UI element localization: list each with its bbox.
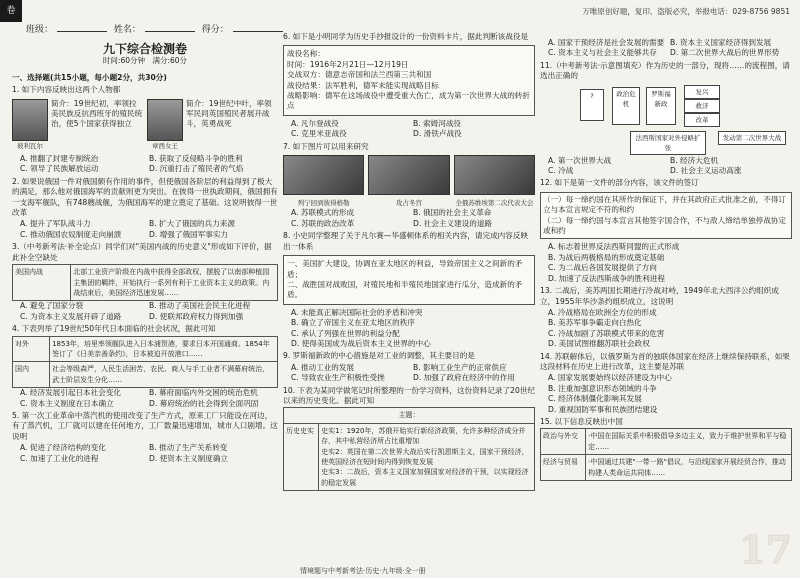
option[interactable]: B. 经济大危机 xyxy=(670,155,719,165)
option[interactable]: B. 获取了反侵略斗争的胜利 xyxy=(149,154,243,164)
exam-title: 九下综合检测卷 xyxy=(102,42,187,56)
diagram-node: 发动第二次世界大战 xyxy=(718,131,786,145)
portrait-text: 简介：19世纪初，率领拉美民族反抗西班牙的殖民统治，使5个国家获得独立 xyxy=(51,98,143,129)
option[interactable]: A. 未能真正解决国际社会的矛盾和冲突 xyxy=(291,307,423,317)
option[interactable]: C. 领导了民族解放运动 xyxy=(20,164,99,174)
question-7: 7. 如下图片可以用来研究 xyxy=(283,141,369,151)
q4-row-head: 国内 xyxy=(13,362,50,388)
question-5: 5. 第一次工业革命中蒸汽机的使用改变了生产方式，原来工厂只能设在河边，有了蒸汽机，工厂就可以建在任何地方，工厂数量迅速增加，城市人口剧增。这说明 xyxy=(12,410,278,441)
question-8: 8. 小史同学整理了关于凡尔赛—华盛顿体系的相关内容，请完成内容反映出一体系 xyxy=(283,231,529,251)
option[interactable]: B. 幕府面临内外交困的统治危机 xyxy=(149,388,258,398)
option[interactable]: D. 重视国防军事和民族团结建设 xyxy=(548,404,658,414)
q4-row-head: 对外 xyxy=(13,336,50,362)
options-q2 xyxy=(20,219,278,240)
option[interactable]: D. 幕府统治的社会得到全面巩固 xyxy=(149,398,259,408)
question-15: 15. 以下信息反映出中国 xyxy=(540,416,623,426)
option[interactable]: B. 美苏军事争霸走向白热化 xyxy=(548,318,642,328)
option[interactable]: C. 冷战 xyxy=(548,166,574,176)
options-q6 xyxy=(291,119,535,140)
q10-topic: 主题： xyxy=(284,408,535,423)
portrait-card-2 xyxy=(147,99,278,151)
diagram-node: 罗斯福新政 xyxy=(646,87,676,125)
options-q3 xyxy=(20,301,278,322)
option[interactable]: C. 经济体制僵化影响其发展 xyxy=(548,394,642,404)
option[interactable]: A. 促进了经济结构的变化 xyxy=(20,443,106,453)
option[interactable]: D. 社会主义运动高涨 xyxy=(670,166,742,176)
option[interactable]: C. 冷战加剧了苏联模式带来的危害 xyxy=(548,328,665,338)
option[interactable]: B. 推动了生产关系转变 xyxy=(149,443,228,453)
option[interactable]: A. 标志着世界反法西斯同盟的正式形成 xyxy=(548,242,680,252)
diagram-blank[interactable]: ? xyxy=(580,89,604,121)
portrait-caption: 章西女王 xyxy=(152,141,178,150)
option[interactable]: A. 避免了国家分裂 xyxy=(20,301,84,311)
option[interactable]: C. 克里米亚战役 xyxy=(291,129,347,139)
option[interactable]: A. 经济发展引起日本社会变化 xyxy=(20,388,122,398)
question-9: 9. 罗斯福新政的中心措施是对工业的调整，其主要目的是 xyxy=(283,351,475,361)
options-q10 xyxy=(548,38,792,59)
option[interactable]: D. 美国试图推翻苏联社会政权 xyxy=(548,339,650,349)
corner-tab: 卷 xyxy=(0,0,22,22)
option[interactable]: D. 第二次世界大战后的世界形势 xyxy=(670,48,780,58)
diagram-node: 救济 xyxy=(684,99,720,113)
card-line: 交战双方：德意志帝国和法兰西第三共和国 xyxy=(287,70,432,80)
q3-table xyxy=(12,264,278,301)
photo-caption: 列宁回到彼得格勒 xyxy=(297,199,350,208)
section-heading: 一、选择题(共15小题，每小题2分，共30分) xyxy=(12,72,167,82)
diagram-node: 政治危机 xyxy=(612,87,640,125)
question-2: 2. 如果说俄国一件对俄国颇有作用的事件，但使俄国各阶层的利益得到了极大的满足，那么他对俄国海军的贡献则更为突出。在彼得一世执政期间，俄国拥有一支海军舰队，有748艘战舰，为俄国海军的建立奠定了基础。这说明彼得一世改革 xyxy=(12,176,278,218)
question-1: 1. 如下内容反映出这两个人物都 xyxy=(12,85,121,95)
q4-table xyxy=(12,336,278,389)
historical-photo xyxy=(283,155,364,195)
options-q11 xyxy=(548,156,792,177)
exam-subtitle: 时间:60分钟 满分:60分 xyxy=(102,56,188,66)
diagram-node: 法西斯国家对外侵略扩张 xyxy=(630,131,706,156)
q15-row-text: ·中国在国际关系中积极倡导多边主义，致力于维护世界和平与稳定…… xyxy=(586,429,792,455)
option[interactable]: D. 增强了俄国军事实力 xyxy=(149,229,229,239)
option[interactable]: A. 冷战格局在欧洲全方位的形成 xyxy=(548,307,657,317)
q3-table-text: 北部工业资产阶级在内战中获得全部政权，摆脱了以南部种植园主集团的羁绊，开始执行一系列有利于工业资本主义的政策。内战结束后，美国经济迅速发展…… xyxy=(71,265,278,301)
option[interactable]: A. 国家发展要始终以经济建设为中心 xyxy=(548,373,672,383)
q15-row-text: ·中国通过共建"一带一路"倡议，与沿线国家开展经贸合作，推动构建人类命运共同体…… xyxy=(586,455,792,481)
name-label: 姓名： xyxy=(113,25,141,35)
card-line: 战略影响：德军在这场战役中遭受重大伤亡，成为第一次世界大战的转折点 xyxy=(287,91,530,111)
diagram-node: 复兴 xyxy=(684,85,720,99)
q8-material xyxy=(283,255,535,305)
copyright-slogan: 万唯原创好题，复印、盗版必究，举报电话：029-8756 9851 xyxy=(582,7,790,16)
fact-line: 史实2：英国在第二次世界大战后实行凯恩斯主义，国家干预经济，使英国经济在短时间内得到恢复发展 xyxy=(321,447,529,466)
portrait-image xyxy=(147,99,183,141)
option[interactable]: D. 使得美国成为战后资本主义世界的中心 xyxy=(291,338,431,348)
option[interactable]: B. 俄国的社会主义革命 xyxy=(413,208,492,218)
material-line: 一、美国扩大建设，协调在亚太地区的利益，导致帝国主义之间新的矛盾； xyxy=(287,259,523,279)
question-3: 3.（中考新考法·补全论点）同学们对"美国内战的历史意义"形成如下评价，据此补全空缺处 xyxy=(12,242,272,262)
column-right xyxy=(540,30,792,570)
options-q1 xyxy=(20,154,278,175)
q10-facts xyxy=(319,423,535,490)
page-footer: 情境题与中考新考法·历史·九年级·全一册 xyxy=(300,567,426,575)
column-left xyxy=(12,30,278,570)
option[interactable]: A. 苏联模式的形成 xyxy=(291,208,355,218)
option[interactable]: C. 加速了工业化的进程 xyxy=(20,453,99,463)
q12-material xyxy=(540,192,792,240)
info-card xyxy=(283,45,535,115)
portrait-cards xyxy=(12,99,278,151)
option[interactable]: C. 为资本主义发展开辟了道路 xyxy=(20,311,122,321)
photo-strip xyxy=(283,155,535,195)
option[interactable]: C. 苏联的政治改革 xyxy=(291,218,355,228)
option[interactable]: A. 提升了军队战斗力 xyxy=(20,219,91,229)
option[interactable]: D. 使联邦政府权力得到加强 xyxy=(149,311,244,321)
option[interactable]: B. 扩大了俄国的兵力来源 xyxy=(149,219,235,229)
option[interactable]: D. 使资本主义制度确立 xyxy=(149,453,229,463)
option[interactable]: B. 确立了帝国主义在亚太地区的秩序 xyxy=(291,318,415,328)
options-q7 xyxy=(291,208,535,229)
q10-table xyxy=(283,407,535,491)
question-13: 13. 二战后，美苏两国长期进行冷战对峙，1949年北大西洋公约组织成立，1955年华沙条约组织成立，这说明 xyxy=(540,286,779,306)
portrait-image xyxy=(12,99,48,141)
question-12: 12. 如下是第一文件的部分内容，该文件的签订 xyxy=(540,178,699,188)
option[interactable]: D. 加速了反法西斯战争的胜利进程 xyxy=(548,273,665,283)
option[interactable]: B. 推动了美国社会民主化进程 xyxy=(149,301,251,311)
material-line: 二、战胜国对战败国，对殖民地和半殖民地国家进行瓜分，造成新的矛盾。 xyxy=(287,279,523,300)
photo-caption: 攻占冬宫 xyxy=(395,199,422,208)
option[interactable]: B. 为战后两极格局的形成奠定基础 xyxy=(548,252,665,262)
class-label: 班级： xyxy=(26,25,54,35)
portrait-card-1 xyxy=(12,99,143,151)
historical-photo xyxy=(368,155,449,195)
q15-row-head: 经济与贸易 xyxy=(541,455,586,481)
option[interactable]: C. 资本主义制度在日本确立 xyxy=(20,398,114,408)
option[interactable]: D. 沉重打击了殖民者的气焰 xyxy=(149,164,244,174)
option[interactable]: B. 影响工业生产的正常供应 xyxy=(413,362,507,372)
q15-table xyxy=(540,428,792,481)
option[interactable]: A. 推翻了封建专制统治 xyxy=(20,154,99,164)
option[interactable]: A. 凡尔登战役 xyxy=(291,118,339,128)
q4-row-text: 1853年，培里率领舰队进入日本浦贺港，要求日本开国通商。1854年签订了《日美亲善条约》，日本被迫开放港口…… xyxy=(50,336,278,362)
option[interactable]: C. 资本主义与社会主义能够共存 xyxy=(548,48,657,58)
option[interactable]: C. 导致农业生产积极性受挫 xyxy=(291,373,385,383)
question-4: 4. 下表列举了19世纪50年代日本面临的社会状况，据此可知 xyxy=(12,324,216,334)
options-q9 xyxy=(291,363,535,384)
material-line: （一）每一缔约国在其所作的保证下，并在其政府正式批准之前，不得订立与本宣言规定不符的和约 xyxy=(543,194,786,215)
option[interactable]: C. 为二战后各国发展提供了方向 xyxy=(548,263,657,273)
card-line: 时间：1916年2月21日—12月19日 xyxy=(287,59,409,69)
photo-captions xyxy=(283,198,535,208)
option[interactable]: D. 社会主义建设的道路 xyxy=(413,218,493,228)
photo-caption: 全俄苏维埃第二次代表大会 xyxy=(455,199,534,208)
q4-row-text: 社会等级森严，人民生活困苦，农民、商人与手工业者不满幕府统治，武士阶层发生分化…… xyxy=(50,362,278,388)
option[interactable]: B. 资本主义国家经济得到发展 xyxy=(670,38,772,47)
option[interactable]: B. 注重加强意识形态领域的斗争 xyxy=(548,383,657,393)
card-line: 战役结果：法军胜利，德军未能实现战略目标 xyxy=(287,80,439,90)
card-title: 战役名称： xyxy=(287,49,325,59)
historical-photo xyxy=(454,155,535,195)
question-6: 6. 如下是小明同学为历史手抄报设计的一份资料卡片，据此判断该战役是 xyxy=(283,32,529,41)
portrait-caption: 玻利瓦尔 xyxy=(17,141,43,150)
question-14: 14. 苏联解体后，以俄罗斯为首的独联体国家在经济上继续保持联系，如果这段材料在历史上进行改革，这主要是苏联 xyxy=(540,351,790,371)
material-line: （二）每一缔约国与本宣言其他签字国合作，不与敌人缔结单独停战协定或和约 xyxy=(543,215,786,236)
diagram-node: 改革 xyxy=(684,113,720,127)
q15-row-head: 政治与外交 xyxy=(541,429,586,455)
question-11: 11.（中考新考法·示意图填充）作为历史的一部分，现将……的流程图，请选出正确的 xyxy=(540,60,790,81)
options-q5 xyxy=(20,443,278,464)
question-10: 10. 下表为某同学做笔记时所整理的一份学习资料，这份资料记录了20世纪以来的历史变化。据此可知 xyxy=(283,385,535,405)
option[interactable]: A. 推动工业的发展 xyxy=(291,362,355,372)
fact-line: 史实1：1920年，苏俄开始实行新经济政策，允许多种经济成分并存，其中私营经济所占比重增加 xyxy=(321,426,526,446)
page-number: 17 xyxy=(739,527,792,572)
flow-diagram xyxy=(540,85,792,153)
portrait-text: 简介：19世纪中叶，率领军民同英国殖民者展开战斗，英勇战死 xyxy=(186,98,272,129)
column-middle xyxy=(283,30,535,570)
score-label: 得分： xyxy=(201,25,229,35)
fact-line: 史实3：二战后，资本主义国家加强国家对经济的干预，以实现经济的稳定发展 xyxy=(321,468,529,487)
option[interactable]: B. 索姆河战役 xyxy=(413,118,462,128)
option[interactable]: D. 滑铁卢战役 xyxy=(413,129,462,139)
option[interactable]: C. 推动俄国农奴制度走向崩溃 xyxy=(20,229,122,239)
q10-left-head: 历史史实 xyxy=(284,423,319,490)
option[interactable]: D. 加强了政府在经济中的作用 xyxy=(413,373,515,383)
option[interactable]: A. 国家干预经济是社会发展的需要 xyxy=(548,38,665,47)
option[interactable]: A. 第一次世界大战 xyxy=(548,155,612,165)
options-q4 xyxy=(20,388,278,409)
q3-table-head: 美国内战 xyxy=(13,265,71,301)
option[interactable]: C. 承认了列强在世界的利益分配 xyxy=(291,328,400,338)
